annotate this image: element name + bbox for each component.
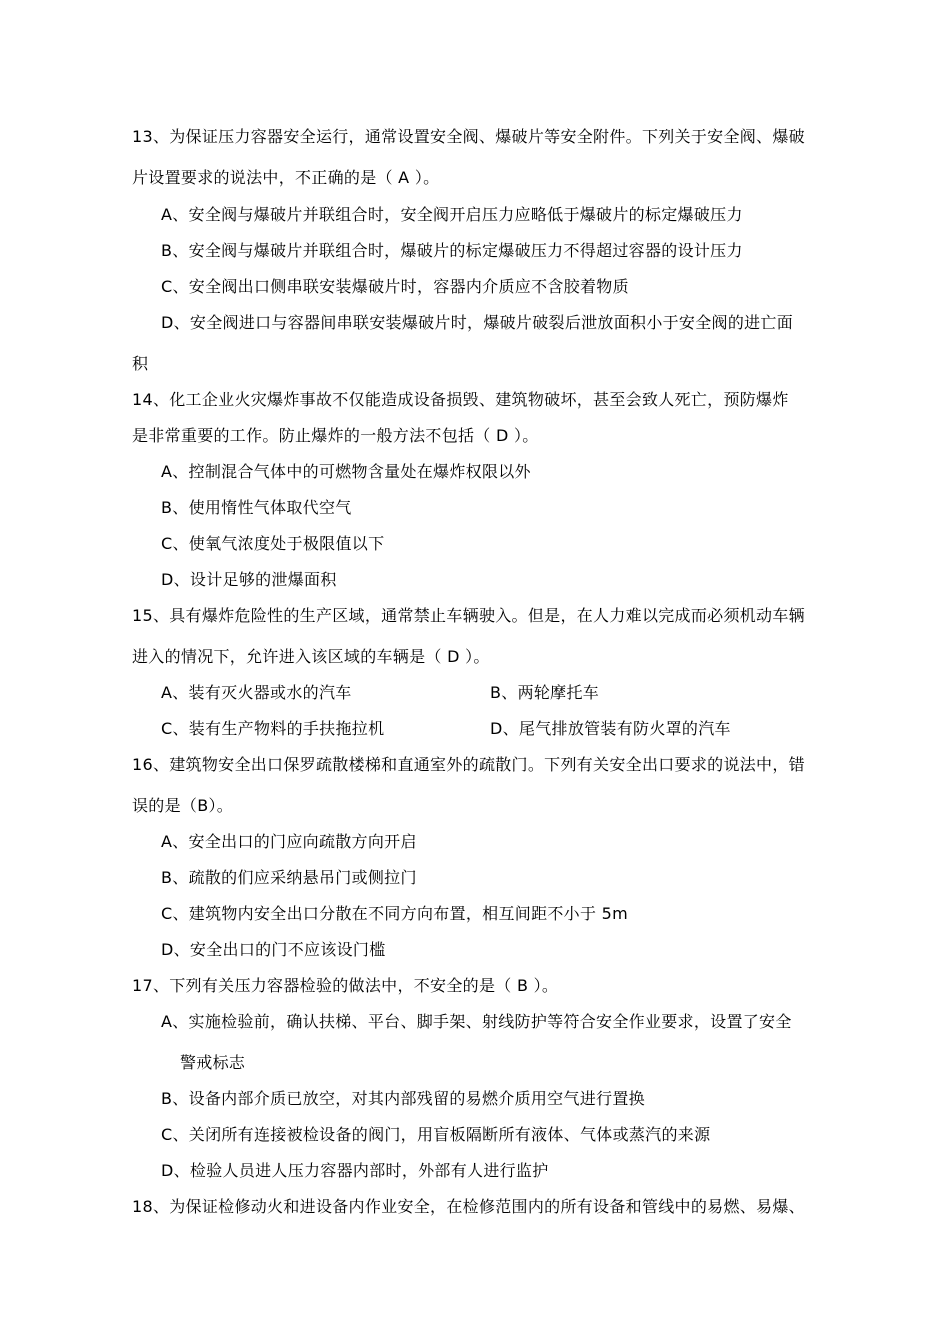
question-17-option-b: B、设备内部介质已放空，对其内部残留的易燃介质用空气进行置换 bbox=[161, 1089, 645, 1108]
question-14-line-1: 14、化工企业火灾爆炸事故不仅能造成设备损毁、建筑物破坏，甚至会致人死亡，预防爆炸 bbox=[132, 390, 789, 409]
question-14-line-2: 是非常重要的工作。防止爆炸的一般方法不包括（ D ）。 bbox=[132, 426, 539, 445]
question-17-option-c: C、关闭所有连接被检设备的阀门，用盲板隔断所有液体、气体或蒸汽的来源 bbox=[161, 1125, 711, 1144]
question-13-option-b: B、安全阀与爆破片并联组合时，爆破片的标定爆破压力不得超过容器的设计压力 bbox=[161, 241, 743, 260]
question-14-option-d: D、设计足够的泄爆面积 bbox=[161, 570, 337, 589]
question-15-line-1: 15、具有爆炸危险性的生产区域，通常禁止车辆驶入。但是，在人力难以完成而必须机动车辆 bbox=[132, 606, 805, 625]
question-16-option-b: B、疏散的们应采纳悬吊门或侧拉门 bbox=[161, 868, 417, 887]
question-14-option-c: C、使氧气浓度处于极限值以下 bbox=[161, 534, 385, 553]
question-17-line-1: 17、下列有关压力容器检验的做法中，不安全的是（ B ）。 bbox=[132, 976, 559, 995]
question-15-option-d: D、尾气排放管装有防火罩的汽车 bbox=[490, 719, 731, 738]
question-16-line-1: 16、建筑物安全出口保罗疏散楼梯和直通室外的疏散门。下列有关安全出口要求的说法中，错 bbox=[132, 755, 805, 774]
question-15-option-c: C、装有生产物料的手扶拖拉机 bbox=[161, 719, 385, 738]
question-16-option-a: A、安全出口的门应向疏散方向开启 bbox=[161, 832, 417, 851]
question-17-option-a-line-2: 警戒标志 bbox=[180, 1053, 246, 1072]
question-16-line-2: 误的是（B）。 bbox=[132, 796, 234, 815]
question-14-option-a: A、控制混合气体中的可燃物含量处在爆炸权限以外 bbox=[161, 462, 531, 481]
question-15-option-b: B、两轮摩托车 bbox=[490, 683, 600, 702]
question-17-option-d: D、检验人员进人压力容器内部时，外部有人进行监护 bbox=[161, 1161, 549, 1180]
question-17-option-a-line-1: A、实施检验前，确认扶梯、平台、脚手架、射线防护等符合安全作业要求，设置了安全 bbox=[161, 1012, 792, 1031]
question-15-line-2: 进入的情况下，允许进入该区域的车辆是（ D ）。 bbox=[132, 647, 490, 666]
question-13-line-1: 13、为保证压力容器安全运行，通常设置安全阀、爆破片等安全附件。下列关于安全阀、爆破 bbox=[132, 127, 805, 146]
question-15-option-a: A、装有灭火器或水的汽车 bbox=[161, 683, 352, 702]
question-13-option-a: A、安全阀与爆破片并联组合时，安全阀开启压力应略低于爆破片的标定爆破压力 bbox=[161, 205, 743, 224]
question-16-option-c: C、建筑物内安全出口分散在不同方向布置，相互间距不小于 5m bbox=[161, 904, 629, 923]
question-18-line-1: 18、为保证检修动火和进设备内作业安全，在检修范围内的所有设备和管线中的易燃、易爆、 bbox=[132, 1197, 805, 1216]
question-13-option-d-line-1: D、安全阀进口与容器间串联安装爆破片时，爆破片破裂后泄放面积小于安全阀的进亡面 bbox=[161, 313, 794, 332]
question-14-option-b: B、使用惰性气体取代空气 bbox=[161, 498, 352, 517]
question-13-option-c: C、安全阀出口侧串联安装爆破片时，容器内介质应不含胶着物质 bbox=[161, 277, 629, 296]
question-16-option-d: D、安全出口的门不应该设门槛 bbox=[161, 940, 386, 959]
question-13-option-d-line-2: 积 bbox=[132, 354, 149, 373]
question-13-line-2: 片设置要求的说法中，不正确的是（ A ）。 bbox=[132, 168, 440, 187]
